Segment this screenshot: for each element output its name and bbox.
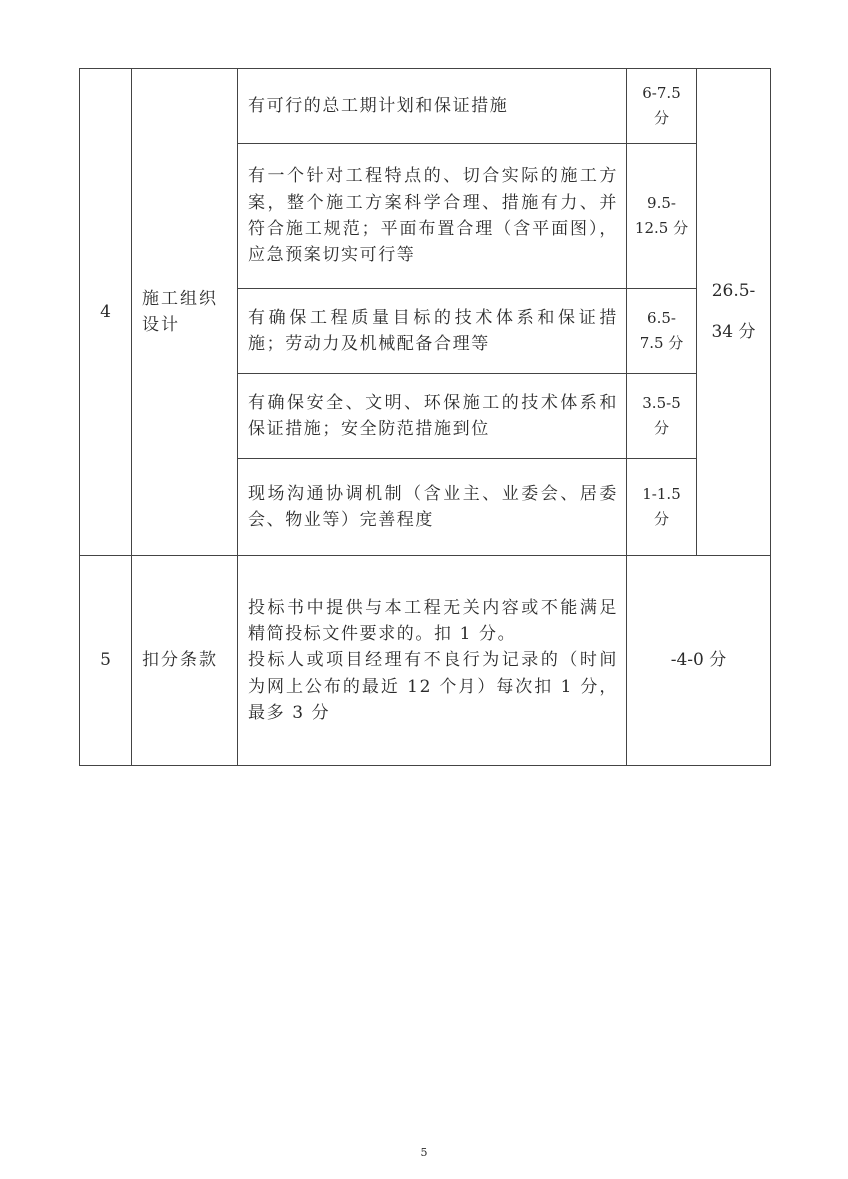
criterion-points: 3.5-5 分 <box>627 374 697 459</box>
criterion-points: 6.5- 7.5 分 <box>627 289 697 374</box>
item-number: 5 <box>80 556 132 766</box>
item-category: 扣分条款 <box>132 556 238 766</box>
category-total-points: 26.5- 34 分 <box>697 69 771 556</box>
page-number: 5 <box>420 1146 428 1159</box>
criterion-text: 有可行的总工期计划和保证措施 <box>238 69 627 144</box>
table-row <box>80 556 771 766</box>
scoring-table <box>79 68 771 766</box>
criterion-points: 1-1.5 分 <box>627 459 697 556</box>
criterion-text: 有确保工程质量目标的技术体系和保证措施；劳动力及机械配备合理等 <box>238 289 627 374</box>
deduction-points: -4-0 分 <box>627 556 771 766</box>
criterion-text: 有一个针对工程特点的、切合实际的施工方案，整个施工方案科学合理、措施有力、并符合施工规范；平面布置合理（含平面图），应急预案切实可行等 <box>238 144 627 289</box>
criterion-text: 现场沟通协调机制（含业主、业委会、居委会、物业等）完善程度 <box>238 459 627 556</box>
item-number: 4 <box>80 69 132 556</box>
item-category: 施工组织 设计 <box>132 69 238 556</box>
criterion-text: 有确保安全、文明、环保施工的技术体系和保证措施；安全防范措施到位 <box>238 374 627 459</box>
criterion-points: 6-7.5 分 <box>627 69 697 144</box>
table-row <box>80 69 771 144</box>
criterion-points: 9.5- 12.5 分 <box>627 144 697 289</box>
deduction-text: 投标书中提供与本工程无关内容或不能满足精简投标文件要求的。扣 1 分。 投标人或项目经理有不良行为记录的（时间为网上公布的最近 12 个月）每次扣 1 分，最多 3 分 <box>238 556 627 766</box>
